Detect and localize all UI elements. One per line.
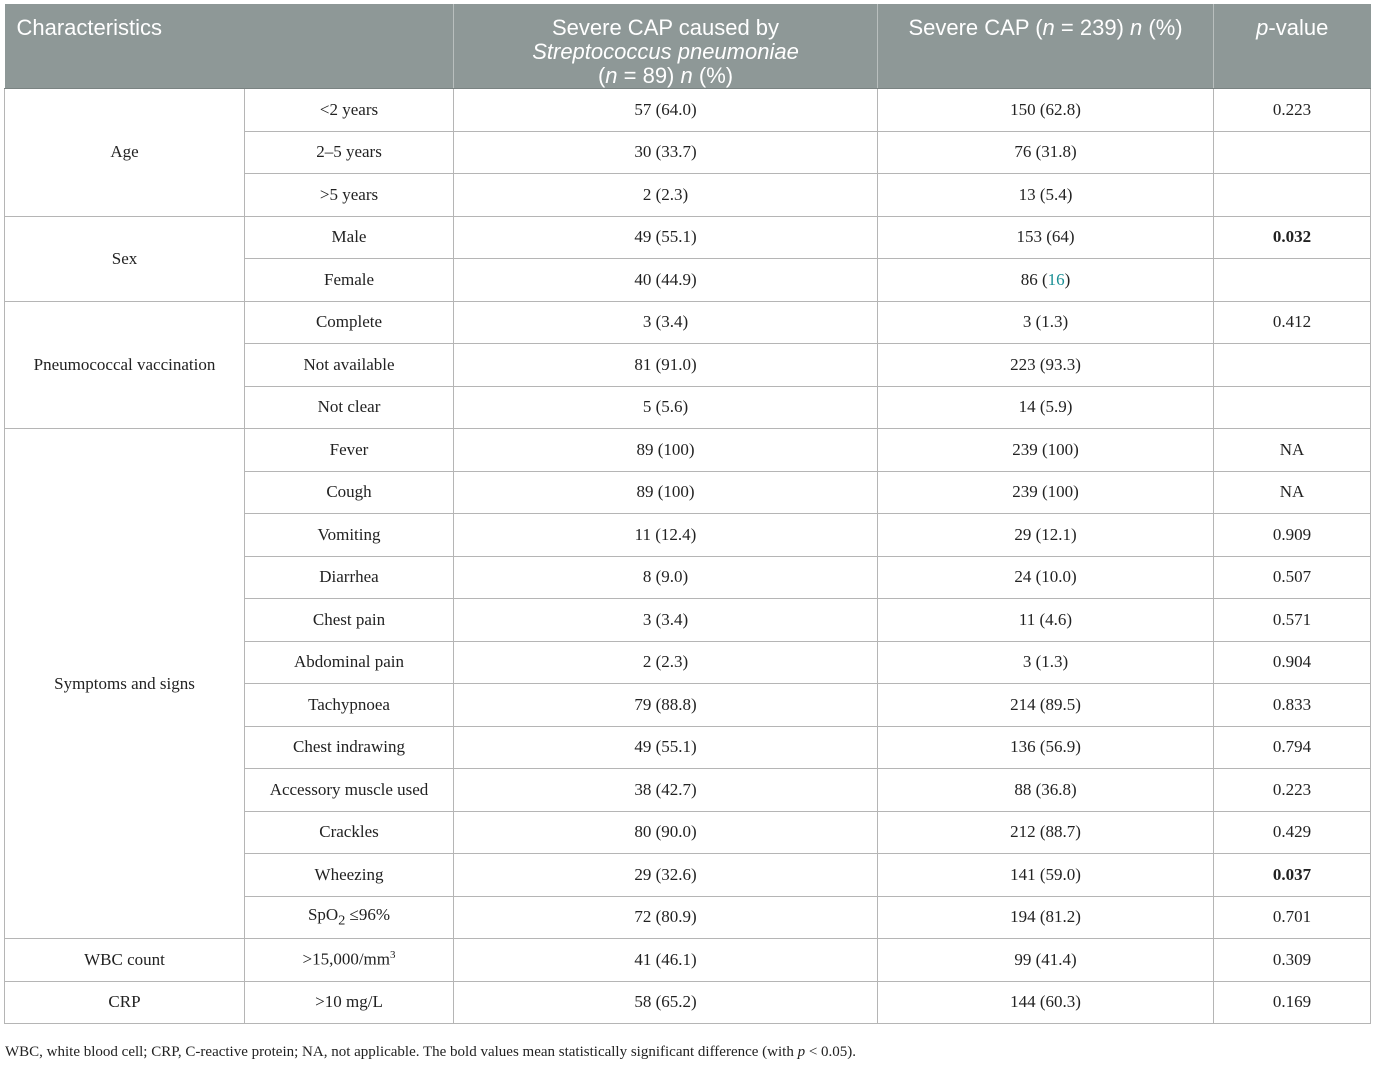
group-symptoms: Symptoms and signs bbox=[5, 429, 245, 939]
sp-value: 3 (3.4) bbox=[454, 599, 878, 642]
severe-value-post: ) bbox=[1064, 269, 1071, 289]
severe-value: 13 (5.4) bbox=[878, 174, 1214, 217]
row-label: Complete bbox=[245, 301, 454, 344]
p-value: 0.571 bbox=[1214, 599, 1371, 642]
severe-value: 141 (59.0) bbox=[878, 854, 1214, 897]
row-label: Tachypnoea bbox=[245, 684, 454, 727]
row-label: Abdominal pain bbox=[245, 641, 454, 684]
row-label: Cough bbox=[245, 471, 454, 514]
sp-value: 41 (46.1) bbox=[454, 939, 878, 982]
row-label: <2 years bbox=[245, 89, 454, 132]
p-value: 0.904 bbox=[1214, 641, 1371, 684]
header-row bbox=[5, 4, 1371, 89]
p-value bbox=[1214, 386, 1371, 429]
header-sp-n: n bbox=[605, 63, 618, 88]
row-label bbox=[245, 896, 454, 939]
severe-value-pre: 86 ( bbox=[1020, 269, 1048, 289]
header-sev-n2: n bbox=[1130, 15, 1143, 40]
row-label: >5 years bbox=[245, 174, 454, 217]
p-value: 0.701 bbox=[1214, 896, 1371, 939]
row-label: Diarrhea bbox=[245, 556, 454, 599]
sp-value: 5 (5.6) bbox=[454, 386, 878, 429]
row-label: Chest indrawing bbox=[245, 726, 454, 769]
header-sev-mid: = 239) bbox=[1054, 15, 1131, 40]
table-row bbox=[5, 216, 1371, 259]
severe-value: 212 (88.7) bbox=[878, 811, 1214, 854]
severe-value: 144 (60.3) bbox=[878, 981, 1214, 1024]
row-label: 2–5 years bbox=[245, 131, 454, 174]
row-label: Not clear bbox=[245, 386, 454, 429]
severe-value: 76 (31.8) bbox=[878, 131, 1214, 174]
sp-value: 2 (2.3) bbox=[454, 174, 878, 217]
p-value: 0.412 bbox=[1214, 301, 1371, 344]
severe-value: 239 (100) bbox=[878, 471, 1214, 514]
sp-value: 3 (3.4) bbox=[454, 301, 878, 344]
severe-value: 194 (81.2) bbox=[878, 896, 1214, 939]
p-value: 0.223 bbox=[1214, 769, 1371, 812]
header-sp-mid: = 89) bbox=[617, 63, 681, 88]
p-value-significant: 0.037 bbox=[1214, 854, 1371, 897]
severe-value: 214 (89.5) bbox=[878, 684, 1214, 727]
sp-value: 89 (100) bbox=[454, 429, 878, 472]
sp-value: 89 (100) bbox=[454, 471, 878, 514]
header-sp-n2: n bbox=[680, 63, 693, 88]
header-sev-close: (%) bbox=[1142, 15, 1183, 40]
spo2-label-post: ≤96% bbox=[345, 905, 391, 925]
wbc-label-pre: >15,000/mm bbox=[302, 950, 391, 970]
severe-value: 3 (1.3) bbox=[878, 641, 1214, 684]
table-row bbox=[5, 301, 1371, 344]
severe-value: 223 (93.3) bbox=[878, 344, 1214, 387]
severe-value: 99 (41.4) bbox=[878, 939, 1214, 982]
p-value: 0.833 bbox=[1214, 684, 1371, 727]
p-value: NA bbox=[1214, 429, 1371, 472]
row-label bbox=[245, 939, 454, 982]
table-row bbox=[5, 429, 1371, 472]
header-strep-pneumoniae bbox=[454, 4, 878, 89]
spo2-label-sub: 2 bbox=[338, 912, 346, 929]
table-row bbox=[5, 981, 1371, 1024]
severe-value bbox=[878, 259, 1214, 302]
table-footnote bbox=[5, 1044, 856, 1061]
sp-value: 49 (55.1) bbox=[454, 216, 878, 259]
severe-value: 136 (56.9) bbox=[878, 726, 1214, 769]
severe-value: 88 (36.8) bbox=[878, 769, 1214, 812]
severe-value: 11 (4.6) bbox=[878, 599, 1214, 642]
sp-value: 30 (33.7) bbox=[454, 131, 878, 174]
sp-value: 29 (32.6) bbox=[454, 854, 878, 897]
group-age: Age bbox=[5, 89, 245, 217]
sp-value: 58 (65.2) bbox=[454, 981, 878, 1024]
header-characteristics: Characteristics bbox=[5, 4, 454, 89]
row-label: Wheezing bbox=[245, 854, 454, 897]
p-value bbox=[1214, 174, 1371, 217]
sp-value: 38 (42.7) bbox=[454, 769, 878, 812]
row-label: Not available bbox=[245, 344, 454, 387]
p-value bbox=[1214, 344, 1371, 387]
p-value: 0.169 bbox=[1214, 981, 1371, 1024]
sp-value: 79 (88.8) bbox=[454, 684, 878, 727]
p-value-significant: 0.032 bbox=[1214, 216, 1371, 259]
reference-link[interactable]: 16 bbox=[1047, 269, 1065, 289]
wbc-label-sup: 3 bbox=[390, 949, 396, 962]
severe-value: 14 (5.9) bbox=[878, 386, 1214, 429]
severe-value: 29 (12.1) bbox=[878, 514, 1214, 557]
row-label: Accessory muscle used bbox=[245, 769, 454, 812]
sp-value: 72 (80.9) bbox=[454, 896, 878, 939]
header-p-rest: -value bbox=[1268, 15, 1329, 40]
p-value: 0.507 bbox=[1214, 556, 1371, 599]
row-label: Vomiting bbox=[245, 514, 454, 557]
sp-value: 81 (91.0) bbox=[454, 344, 878, 387]
row-label: Female bbox=[245, 259, 454, 302]
severe-value: 3 (1.3) bbox=[878, 301, 1214, 344]
sp-value: 57 (64.0) bbox=[454, 89, 878, 132]
sp-value: 40 (44.9) bbox=[454, 259, 878, 302]
sp-value: 80 (90.0) bbox=[454, 811, 878, 854]
p-value bbox=[1214, 131, 1371, 174]
spo2-label-pre: SpO bbox=[307, 905, 339, 925]
header-sev-open: Severe CAP ( bbox=[908, 15, 1043, 40]
header-sp-close: (%) bbox=[692, 63, 734, 88]
severe-value: 239 (100) bbox=[878, 429, 1214, 472]
p-value: 0.309 bbox=[1214, 939, 1371, 982]
severe-value: 24 (10.0) bbox=[878, 556, 1214, 599]
group-wbc: WBC count bbox=[5, 939, 245, 982]
row-label: Crackles bbox=[245, 811, 454, 854]
sp-value: 2 (2.3) bbox=[454, 641, 878, 684]
footnote-tail: < 0.05). bbox=[805, 1044, 857, 1060]
characteristics-table bbox=[4, 4, 1371, 1024]
header-sev-n: n bbox=[1042, 15, 1055, 40]
row-label: Male bbox=[245, 216, 454, 259]
header-p-italic: p bbox=[1256, 15, 1269, 40]
p-value: 0.794 bbox=[1214, 726, 1371, 769]
header-p-value bbox=[1214, 4, 1371, 89]
severe-value: 150 (62.8) bbox=[878, 89, 1214, 132]
row-label: Fever bbox=[245, 429, 454, 472]
group-crp: CRP bbox=[5, 981, 245, 1024]
p-value: 0.223 bbox=[1214, 89, 1371, 132]
header-sp-line1: Severe CAP caused by bbox=[551, 15, 780, 40]
p-value bbox=[1214, 259, 1371, 302]
table-row bbox=[5, 89, 1371, 132]
sp-value: 11 (12.4) bbox=[454, 514, 878, 557]
table-row bbox=[5, 939, 1371, 982]
severe-value: 153 (64) bbox=[878, 216, 1214, 259]
row-label: >10 mg/L bbox=[245, 981, 454, 1024]
group-vaccination: Pneumococcal vaccination bbox=[5, 301, 245, 429]
p-value: NA bbox=[1214, 471, 1371, 514]
p-value: 0.909 bbox=[1214, 514, 1371, 557]
sp-value: 49 (55.1) bbox=[454, 726, 878, 769]
row-label: Chest pain bbox=[245, 599, 454, 642]
header-severe-cap bbox=[878, 4, 1214, 89]
footnote-text: WBC, white blood cell; CRP, C-reactive protein; NA, not applicable. The bold values mean statistically significant difference (with bbox=[5, 1044, 798, 1060]
header-sp-line2: Streptococcus pneumoniae bbox=[532, 39, 799, 64]
sp-value: 8 (9.0) bbox=[454, 556, 878, 599]
footnote-p: p bbox=[797, 1044, 806, 1060]
p-value: 0.429 bbox=[1214, 811, 1371, 854]
group-sex: Sex bbox=[5, 216, 245, 301]
header-sp-open: ( bbox=[597, 63, 606, 88]
